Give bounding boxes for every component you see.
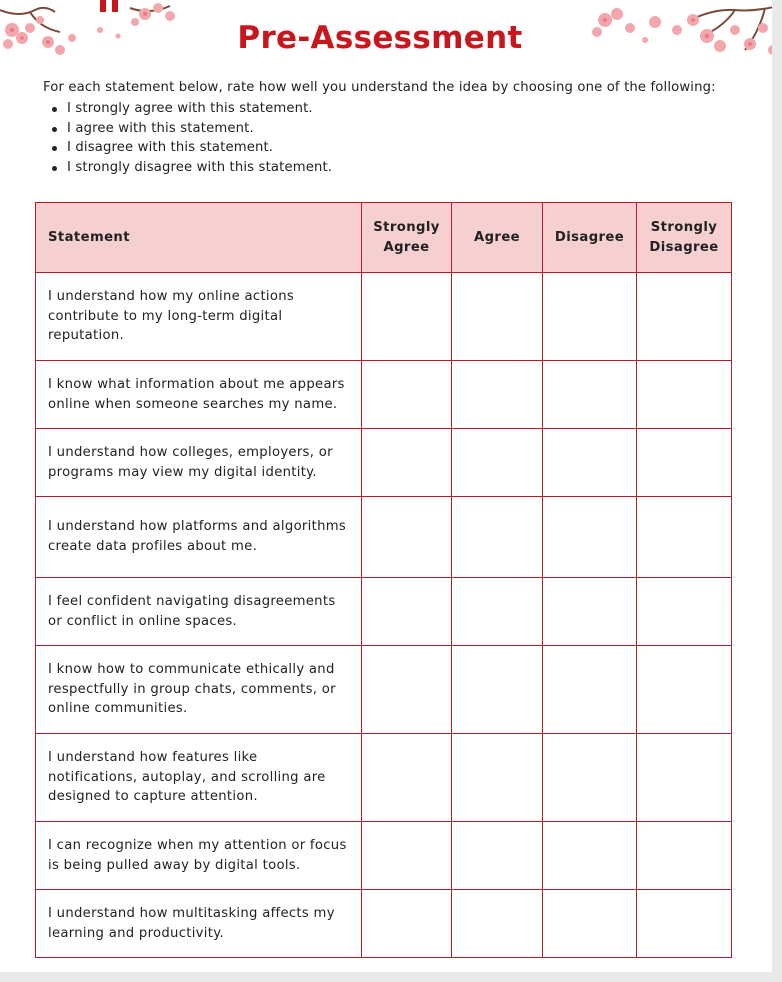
table-row [36,890,732,958]
rating-cell-agree[interactable] [452,646,543,734]
statement-cell: I understand how colleges, employers, or programs may view my digital identity. [36,429,362,497]
column-header-statement: Statement [36,203,362,273]
bullet-icon [52,127,57,132]
rating-cell-strongly-disagree[interactable] [637,361,732,429]
rating-option-label: I disagree with this statement. [67,140,274,156]
rating-cell-strongly-disagree[interactable] [637,890,732,958]
rating-option [47,138,332,158]
rating-cell-strongly-agree[interactable] [362,578,452,646]
header-line: Strongly [650,219,718,235]
table-row [36,646,732,734]
rating-cell-agree[interactable] [452,429,543,497]
rating-option-label: I strongly disagree with this statement. [67,160,333,176]
rating-option [47,119,332,139]
rating-cell-strongly-agree[interactable] [362,429,452,497]
rating-cell-strongly-disagree[interactable] [637,734,732,822]
rating-cell-strongly-agree[interactable] [362,890,452,958]
rating-option-label: I strongly agree with this statement. [67,101,313,116]
rating-option-label: I agree with this statement. [67,120,254,136]
table-header-row [36,203,732,273]
rating-cell-agree[interactable] [452,361,543,429]
column-header-strongly-disagree [637,203,732,273]
rating-cell-disagree[interactable] [543,497,637,578]
statement-cell: I know what information about me appears online when someone searches my name. [36,361,362,429]
bullet-icon [52,107,57,112]
table-row [36,497,732,578]
page-title: Pre-Assessment [237,20,523,56]
header-line: Disagree [649,239,719,255]
rating-cell-strongly-agree[interactable] [362,822,452,890]
statement-cell: I know how to communicate ethically and respectfully in group chats, comments, or online communities. [36,646,362,734]
rating-cell-agree[interactable] [452,578,543,646]
rating-option [47,99,332,119]
rating-cell-disagree[interactable] [543,734,637,822]
rating-cell-disagree[interactable] [543,273,637,361]
rating-cell-strongly-agree[interactable] [362,646,452,734]
statement-cell: I understand how multitasking affects my learning and productivity. [36,890,362,958]
rating-cell-strongly-agree[interactable] [362,734,452,822]
statement-cell: I understand how features like notifications, autoplay, and scrolling are designed to capture attention. [36,734,362,822]
statement-cell: I understand how my online actions contribute to my long-term digital reputation. [36,273,362,361]
rating-cell-strongly-disagree[interactable] [637,429,732,497]
bullet-icon [52,166,57,171]
statement-cell: I can recognize when my attention or focus is being pulled away by digital tools. [36,822,362,890]
table-row [36,429,732,497]
rating-cell-agree[interactable] [452,497,543,578]
rating-cell-agree[interactable] [452,734,543,822]
rating-cell-agree[interactable] [452,890,543,958]
rating-cell-strongly-disagree[interactable] [637,822,732,890]
rating-cell-strongly-agree[interactable] [362,361,452,429]
column-header-strongly-agree [362,203,452,273]
rating-cell-disagree[interactable] [543,890,637,958]
rating-cell-disagree[interactable] [543,578,637,646]
rating-cell-disagree[interactable] [543,822,637,890]
rating-cell-disagree[interactable] [543,361,637,429]
header-line: Agree [383,239,430,255]
table-row [36,734,732,822]
table-row [36,361,732,429]
rating-cell-agree[interactable] [452,822,543,890]
rating-cell-strongly-disagree[interactable] [637,497,732,578]
instructions-text: For each statement below, rate how well you understand the idea by choosing one of the following: [43,80,716,95]
header-line: Strongly [373,219,440,235]
table-row [36,822,732,890]
statement-cell: I feel confident navigating disagreements or conflict in online spaces. [36,578,362,646]
rating-cell-strongly-disagree[interactable] [637,646,732,734]
column-header-disagree: Disagree [543,203,637,273]
rating-cell-strongly-agree[interactable] [362,497,452,578]
assessment-table [35,202,732,958]
table-row [36,273,732,361]
table-row [36,578,732,646]
rating-cell-disagree[interactable] [543,646,637,734]
rating-cell-strongly-agree[interactable] [362,273,452,361]
rating-cell-disagree[interactable] [543,429,637,497]
rating-options-list [47,99,332,178]
statement-cell: I understand how platforms and algorithms create data profiles about me. [36,497,362,578]
column-header-agree: Agree [452,203,543,273]
rating-cell-strongly-disagree[interactable] [637,273,732,361]
rating-cell-agree[interactable] [452,273,543,361]
bullet-icon [52,146,57,151]
rating-cell-strongly-disagree[interactable] [637,578,732,646]
rating-option [47,158,332,178]
